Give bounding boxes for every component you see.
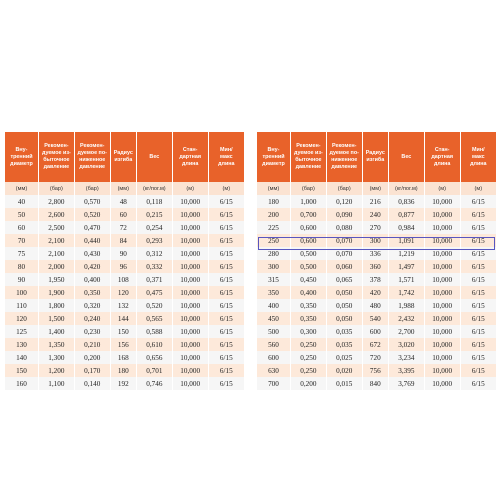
table-header: [257, 132, 496, 195]
table-row: [257, 312, 496, 325]
table-cell: 0,500: [290, 260, 326, 273]
table-row: [257, 234, 496, 247]
table-cell: 1,300: [38, 351, 74, 364]
table-cell: 6/15: [460, 299, 496, 312]
table-cell: 0,200: [74, 351, 110, 364]
table-row: [5, 208, 244, 221]
table-row: [5, 260, 244, 273]
table-row: [257, 325, 496, 338]
table-cell: 0,240: [74, 312, 110, 325]
table-cell: 1,571: [388, 273, 424, 286]
table-cell: 1,219: [388, 247, 424, 260]
table-cell: 0,020: [326, 364, 362, 377]
table-cell: 2,100: [38, 234, 74, 247]
header-underpressure: Рекомен- дуемое по- ниженное давление: [74, 132, 110, 182]
table-body: [257, 195, 496, 390]
table-cell: 192: [110, 377, 136, 390]
table-cell: 1,950: [38, 273, 74, 286]
table-cell: 6/15: [460, 260, 496, 273]
table-cell: 700: [257, 377, 290, 390]
table-cell: 0,230: [74, 325, 110, 338]
table-cell: 120: [110, 286, 136, 299]
table-cell: 756: [362, 364, 388, 377]
table-row: [257, 299, 496, 312]
table-cell: 168: [110, 351, 136, 364]
table-cell: 10,000: [424, 247, 460, 260]
unit-cell: (кг/пог.м): [388, 182, 424, 195]
table-cell: 156: [110, 338, 136, 351]
table-cell: 10,000: [172, 299, 208, 312]
header-overpressure: Рекомен- дуемое из- быточное давление: [38, 132, 74, 182]
table-cell: 75: [5, 247, 38, 260]
table-cell: 3,395: [388, 364, 424, 377]
table-cell: 1,900: [38, 286, 74, 299]
table-row: [257, 364, 496, 377]
table-cell: 0,350: [74, 286, 110, 299]
table-cell: 10,000: [172, 195, 208, 208]
table-cell: 6/15: [460, 312, 496, 325]
table-cell: 6/15: [460, 325, 496, 338]
table-cell: 10,000: [424, 377, 460, 390]
table-cell: 60: [110, 208, 136, 221]
table-cell: 1,800: [38, 299, 74, 312]
table-cell: 0,120: [326, 195, 362, 208]
table-cell: 0,450: [290, 273, 326, 286]
table-cell: 10,000: [172, 325, 208, 338]
table-cell: 132: [110, 299, 136, 312]
table-cell: 0,600: [290, 234, 326, 247]
table-cell: 10,000: [172, 260, 208, 273]
table-cell: 1,988: [388, 299, 424, 312]
table-cell: 0,500: [290, 247, 326, 260]
table-cell: 450: [257, 312, 290, 325]
table-cell: 0,065: [326, 273, 362, 286]
table-cell: 0,293: [136, 234, 172, 247]
table-cell: 0,610: [136, 338, 172, 351]
table-cell: 480: [362, 299, 388, 312]
table-row: [5, 299, 244, 312]
table-row: [5, 234, 244, 247]
table-cell: 0,118: [136, 195, 172, 208]
table-row: [5, 325, 244, 338]
table-cell: 10,000: [424, 364, 460, 377]
table-cell: 10,000: [172, 312, 208, 325]
table-cell: 6/15: [460, 234, 496, 247]
table-cell: 6/15: [460, 208, 496, 221]
header-bend-radius: Радиус изгиба: [110, 132, 136, 182]
table-cell: 10,000: [172, 221, 208, 234]
table-row: [257, 338, 496, 351]
table-row: [257, 273, 496, 286]
table-cell: 350: [257, 286, 290, 299]
unit-cell: (м): [208, 182, 244, 195]
unit-cell: (мм): [110, 182, 136, 195]
table-cell: 1,500: [38, 312, 74, 325]
table-cell: 0,320: [74, 299, 110, 312]
header-underpressure: Рекомен- дуемое по- ниженное давление: [326, 132, 362, 182]
table-cell: 10,000: [424, 221, 460, 234]
unit-cell: (м): [460, 182, 496, 195]
table-cell: 0,050: [326, 286, 362, 299]
table-cell: 6/15: [460, 377, 496, 390]
table-cell: 0,050: [326, 299, 362, 312]
table-cell: 0,877: [388, 208, 424, 221]
table-row: [5, 377, 244, 390]
table-cell: 90: [5, 273, 38, 286]
table-cell: 0,170: [74, 364, 110, 377]
table-cell: 1,742: [388, 286, 424, 299]
table-cell: 1,400: [38, 325, 74, 338]
table-cell: 6/15: [208, 325, 244, 338]
table-cell: 6/15: [460, 195, 496, 208]
table-body: [5, 195, 244, 390]
table-row: [257, 208, 496, 221]
table-cell: 0,140: [74, 377, 110, 390]
table-cell: 140: [5, 351, 38, 364]
table-cell: 3,769: [388, 377, 424, 390]
table-cell: 150: [5, 364, 38, 377]
table-row: [5, 351, 244, 364]
table-cell: 6/15: [208, 286, 244, 299]
table-cell: 0,746: [136, 377, 172, 390]
table-cell: 90: [110, 247, 136, 260]
table-cell: 0,656: [136, 351, 172, 364]
header-inner-diameter: Вну- тренний диаметр: [257, 132, 290, 182]
table-cell: 3,234: [388, 351, 424, 364]
table-cell: 40: [5, 195, 38, 208]
unit-cell: (кг/пог.м): [136, 182, 172, 195]
header-bend-radius: Радиус изгиба: [362, 132, 388, 182]
table-cell: 0,035: [326, 338, 362, 351]
unit-cell: (бар): [74, 182, 110, 195]
table-cell: 6/15: [208, 338, 244, 351]
table-cell: 0,520: [136, 299, 172, 312]
table-cell: 0,565: [136, 312, 172, 325]
table-cell: 72: [110, 221, 136, 234]
table-header: [5, 132, 244, 195]
table-cell: 6/15: [208, 377, 244, 390]
table-cell: 0,470: [74, 221, 110, 234]
table-cell: 672: [362, 338, 388, 351]
table-cell: 10,000: [424, 286, 460, 299]
table-cell: 0,475: [136, 286, 172, 299]
table-cell: 0,570: [74, 195, 110, 208]
table-cell: 10,000: [172, 377, 208, 390]
table-cell: 400: [257, 299, 290, 312]
table-cell: 180: [257, 195, 290, 208]
table-cell: 2,432: [388, 312, 424, 325]
unit-cell: (мм): [257, 182, 290, 195]
table-cell: 1,091: [388, 234, 424, 247]
table-cell: 2,000: [38, 260, 74, 273]
table-row: [5, 221, 244, 234]
table-cell: 0,090: [326, 208, 362, 221]
table-cell: 10,000: [424, 260, 460, 273]
table-cell: 6/15: [208, 260, 244, 273]
table-cell: 336: [362, 247, 388, 260]
table-cell: 0,600: [290, 221, 326, 234]
unit-cell: (бар): [326, 182, 362, 195]
table-cell: 0,312: [136, 247, 172, 260]
table-cell: 10,000: [172, 338, 208, 351]
table-cell: 10,000: [424, 208, 460, 221]
table-row: [257, 260, 496, 273]
table-cell: 10,000: [172, 247, 208, 260]
table-cell: 80: [5, 260, 38, 273]
table-cell: 0,400: [74, 273, 110, 286]
table-cell: 0,050: [326, 312, 362, 325]
table-cell: 6/15: [460, 364, 496, 377]
table-row: [5, 338, 244, 351]
table-cell: 10,000: [424, 351, 460, 364]
unit-cell: (м): [172, 182, 208, 195]
header-row: [257, 132, 496, 182]
unit-cell: (бар): [290, 182, 326, 195]
table-cell: 280: [257, 247, 290, 260]
table-cell: 0,520: [74, 208, 110, 221]
table-cell: 420: [362, 286, 388, 299]
table-cell: 0,215: [136, 208, 172, 221]
table-cell: 6/15: [208, 208, 244, 221]
table-cell: 6/15: [208, 364, 244, 377]
table-cell: 0,250: [290, 351, 326, 364]
table-row: [257, 247, 496, 260]
table-cell: 200: [257, 208, 290, 221]
table-row: [5, 286, 244, 299]
table-cell: 360: [362, 260, 388, 273]
table-cell: 0,420: [74, 260, 110, 273]
unit-cell: (мм): [5, 182, 38, 195]
table-cell: 6/15: [460, 247, 496, 260]
table-row: [257, 351, 496, 364]
table-cell: 1,200: [38, 364, 74, 377]
table-cell: 315: [257, 273, 290, 286]
table-cell: 96: [110, 260, 136, 273]
unit-cell: (бар): [38, 182, 74, 195]
header-weight: Вес: [136, 132, 172, 182]
table-cell: 6/15: [208, 312, 244, 325]
table-cell: 0,430: [74, 247, 110, 260]
table-cell: 720: [362, 351, 388, 364]
table-cell: 0,332: [136, 260, 172, 273]
table-cell: 0,350: [290, 299, 326, 312]
table-cell: 120: [5, 312, 38, 325]
header-min-max-length: Мин/ макс длина: [208, 132, 244, 182]
table-cell: 840: [362, 377, 388, 390]
table-row: [5, 247, 244, 260]
table-cell: 100: [5, 286, 38, 299]
table-cell: 6/15: [208, 247, 244, 260]
table-cell: 6/15: [460, 273, 496, 286]
table-cell: 6/15: [460, 221, 496, 234]
table-cell: 108: [110, 273, 136, 286]
table-row: [257, 286, 496, 299]
table-cell: 0,700: [290, 208, 326, 221]
table-cell: 10,000: [172, 364, 208, 377]
table-cell: 0,025: [326, 351, 362, 364]
table-cell: 180: [110, 364, 136, 377]
table-cell: 216: [362, 195, 388, 208]
table-cell: 2,100: [38, 247, 74, 260]
unit-cell: (м): [424, 182, 460, 195]
table-cell: 2,500: [38, 221, 74, 234]
table-cell: 110: [5, 299, 38, 312]
table-cell: 0,588: [136, 325, 172, 338]
header-row: [5, 132, 244, 182]
table-cell: 1,350: [38, 338, 74, 351]
table-cell: 10,000: [172, 351, 208, 364]
table-cell: 10,000: [424, 273, 460, 286]
table-cell: 300: [257, 260, 290, 273]
table-cell: 6/15: [208, 221, 244, 234]
table-cell: 3,020: [388, 338, 424, 351]
units-row: [5, 182, 244, 195]
table-cell: 10,000: [424, 325, 460, 338]
table-row: [257, 377, 496, 390]
table-row: [257, 195, 496, 208]
table-cell: 0,070: [326, 234, 362, 247]
table-cell: 1,100: [38, 377, 74, 390]
table-row: [257, 221, 496, 234]
table-cell: 130: [5, 338, 38, 351]
table-cell: 630: [257, 364, 290, 377]
table-cell: 2,800: [38, 195, 74, 208]
header-standard-length: Стан- дартная длина: [172, 132, 208, 182]
table-cell: 0,400: [290, 286, 326, 299]
table-cell: 250: [257, 234, 290, 247]
table-cell: 6/15: [460, 338, 496, 351]
table-cell: 10,000: [172, 234, 208, 247]
table-cell: 10,000: [424, 299, 460, 312]
table-cell: 10,000: [424, 338, 460, 351]
table-cell: 0,035: [326, 325, 362, 338]
table-cell: 6/15: [460, 351, 496, 364]
table-cell: 0,080: [326, 221, 362, 234]
header-min-max-length: Мин/ макс длина: [460, 132, 496, 182]
table-cell: 0,250: [290, 364, 326, 377]
table-cell: 160: [5, 377, 38, 390]
table-cell: 10,000: [172, 286, 208, 299]
table-cell: 6/15: [208, 195, 244, 208]
table-cell: 48: [110, 195, 136, 208]
table-cell: 0,371: [136, 273, 172, 286]
table-cell: 0,015: [326, 377, 362, 390]
table-cell: 0,060: [326, 260, 362, 273]
header-standard-length: Стан- дартная длина: [424, 132, 460, 182]
table-cell: 378: [362, 273, 388, 286]
table-row: [5, 195, 244, 208]
unit-cell: (мм): [362, 182, 388, 195]
table-cell: 0,200: [290, 377, 326, 390]
table-cell: 500: [257, 325, 290, 338]
table-cell: 0,070: [326, 247, 362, 260]
table-cell: 70: [5, 234, 38, 247]
header-weight: Вес: [388, 132, 424, 182]
table-cell: 125: [5, 325, 38, 338]
table-row: [5, 273, 244, 286]
table-cell: 0,254: [136, 221, 172, 234]
table-cell: 50: [5, 208, 38, 221]
table-cell: 6/15: [460, 286, 496, 299]
table-cell: 560: [257, 338, 290, 351]
table-cell: 225: [257, 221, 290, 234]
table-cell: 0,250: [290, 338, 326, 351]
table-cell: 0,440: [74, 234, 110, 247]
table-cell: 6/15: [208, 234, 244, 247]
hose-spec-table-right: [257, 132, 496, 390]
table-cell: 540: [362, 312, 388, 325]
table-cell: 1,000: [290, 195, 326, 208]
table-cell: 240: [362, 208, 388, 221]
table-cell: 0,836: [388, 195, 424, 208]
table-cell: 10,000: [424, 234, 460, 247]
hose-spec-table-left: [5, 132, 244, 390]
table-cell: 6/15: [208, 351, 244, 364]
table-cell: 270: [362, 221, 388, 234]
table-cell: 600: [257, 351, 290, 364]
table-cell: 0,701: [136, 364, 172, 377]
units-row: [257, 182, 496, 195]
table-cell: 2,700: [388, 325, 424, 338]
table-cell: 10,000: [172, 208, 208, 221]
table-cell: 2,600: [38, 208, 74, 221]
table-row: [5, 312, 244, 325]
header-inner-diameter: Вну- тренний диаметр: [5, 132, 38, 182]
table-cell: 60: [5, 221, 38, 234]
table-cell: 0,300: [290, 325, 326, 338]
table-cell: 150: [110, 325, 136, 338]
table-cell: 10,000: [172, 273, 208, 286]
table-cell: 6/15: [208, 299, 244, 312]
table-cell: 10,000: [424, 312, 460, 325]
table-cell: 6/15: [208, 273, 244, 286]
table-row: [5, 364, 244, 377]
table-cell: 144: [110, 312, 136, 325]
table-cell: 84: [110, 234, 136, 247]
header-overpressure: Рекомен- дуемое из- быточное давление: [290, 132, 326, 182]
table-cell: 0,984: [388, 221, 424, 234]
table-cell: 0,350: [290, 312, 326, 325]
table-cell: 0,210: [74, 338, 110, 351]
table-cell: 10,000: [424, 195, 460, 208]
table-cell: 1,497: [388, 260, 424, 273]
table-cell: 300: [362, 234, 388, 247]
table-cell: 600: [362, 325, 388, 338]
